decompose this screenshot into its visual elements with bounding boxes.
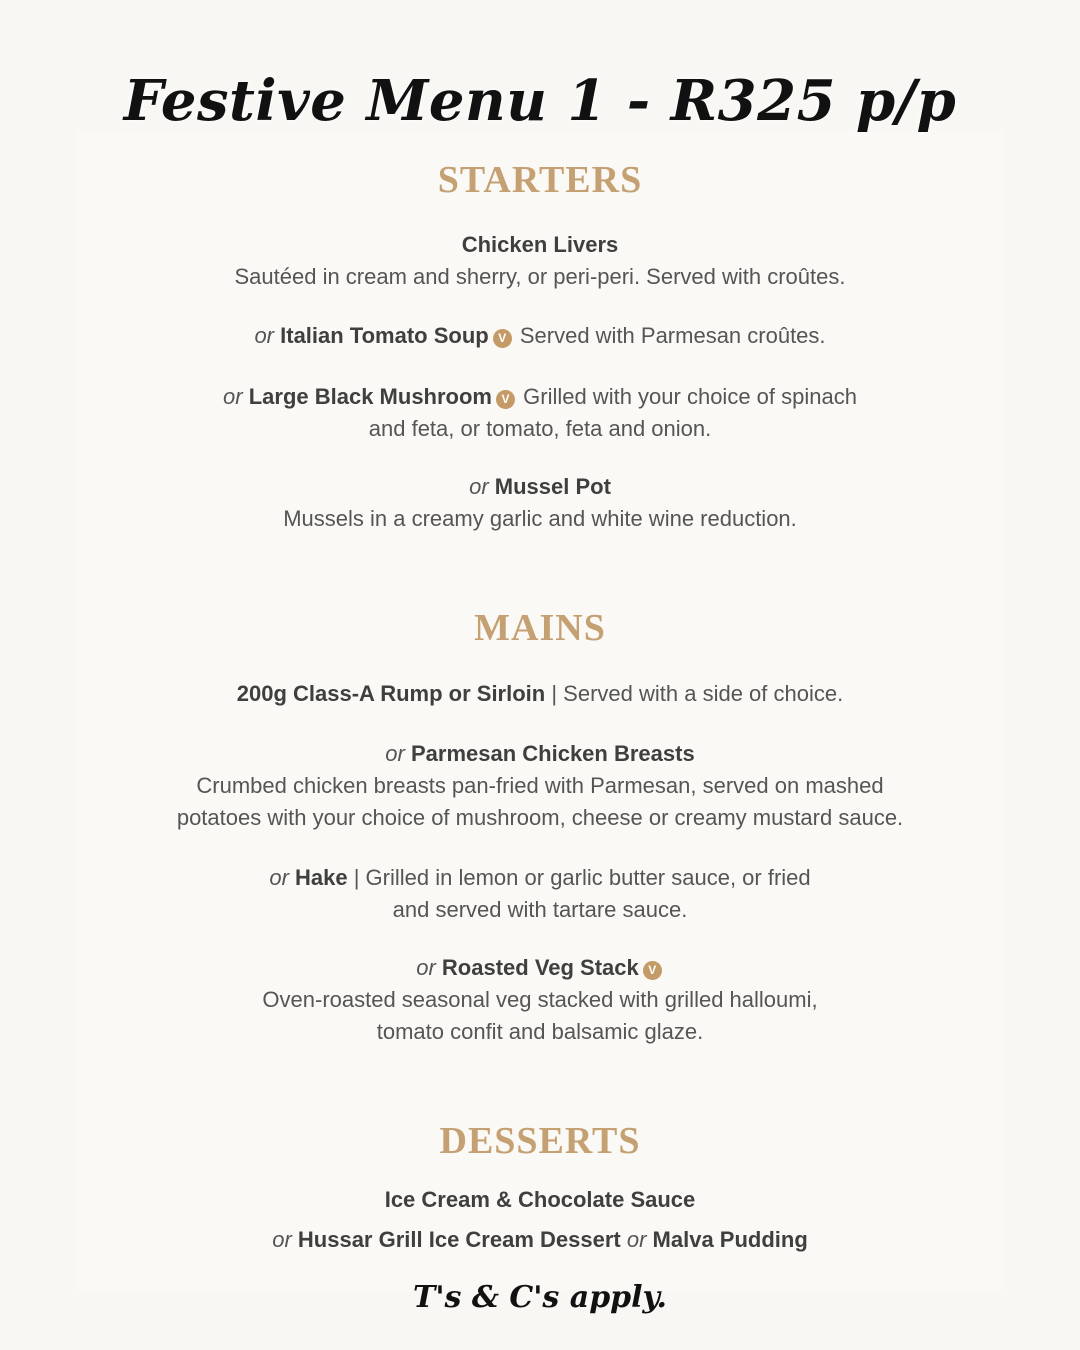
- item-description: Mussels in a creamy garlic and white wine reduction.: [283, 506, 797, 531]
- item-description-line-2: tomato confit and balsamic glaze.: [376, 1019, 704, 1044]
- menu-title: Festive Menu 1 - R325 p/p: [123, 68, 957, 134]
- starter-chicken-livers: [0, 229, 1080, 293]
- or-word: or: [223, 384, 243, 409]
- item-name: Mussel Pot: [494, 474, 611, 499]
- or-word: or: [272, 1227, 292, 1252]
- or-word: or: [269, 865, 289, 890]
- item-description-line-2: and served with tartare sauce.: [392, 897, 688, 922]
- item-description-line-1: Grilled with your choice of spinach: [523, 384, 857, 409]
- starters-heading: STARTERS: [437, 159, 643, 201]
- item-name: Hussar Grill Ice Cream Dessert: [297, 1227, 621, 1252]
- vegetarian-icon: V: [643, 961, 662, 980]
- starter-italian-tomato-soup: [0, 320, 1080, 352]
- main-rump-or-sirloin: [0, 678, 1080, 710]
- item-name: Ice Cream & Chocolate Sauce: [384, 1187, 696, 1212]
- item-name: Hake: [295, 865, 348, 890]
- main-hake: [0, 862, 1080, 926]
- or-word: or: [626, 1227, 647, 1252]
- item-name: Italian Tomato Soup: [280, 323, 489, 348]
- item-description-line-1: Crumbed chicken breasts pan-fried with Parmesan, served on mashed: [196, 773, 884, 798]
- dessert-alternatives: [0, 1224, 1080, 1256]
- vegetarian-icon: V: [493, 329, 512, 348]
- item-name: Large Black Mushroom: [248, 384, 492, 409]
- vegetarian-icon: V: [496, 390, 515, 409]
- or-word: or: [416, 955, 436, 980]
- item-description: | Served with a side of choice.: [551, 681, 844, 706]
- mains-heading: MAINS: [474, 607, 606, 649]
- item-name: Malva Pudding: [652, 1227, 808, 1252]
- main-roasted-veg-stack: [0, 952, 1080, 1048]
- dessert-ice-cream-chocolate-sauce: [0, 1184, 1080, 1216]
- item-description-line-2: and feta, or tomato, feta and onion.: [368, 416, 712, 441]
- item-name: 200g Class-A Rump or Sirloin: [236, 681, 546, 706]
- item-description-line-2: potatoes with your choice of mushroom, cheese or creamy mustard sauce.: [176, 805, 904, 830]
- or-word: or: [469, 474, 489, 499]
- item-name: Chicken Livers: [461, 232, 619, 257]
- item-name: Roasted Veg Stack: [441, 955, 639, 980]
- starter-mussel-pot: [0, 471, 1080, 535]
- desserts-heading: DESSERTS: [439, 1120, 641, 1162]
- menu-panel: [75, 130, 1005, 1290]
- or-word: or: [385, 741, 405, 766]
- item-name: Parmesan Chicken Breasts: [410, 741, 695, 766]
- item-description-line-1: Oven-roasted seasonal veg stacked with grilled halloumi,: [262, 987, 818, 1012]
- item-description: Served with Parmesan croûtes.: [519, 323, 826, 348]
- item-description: Sautéed in cream and sherry, or peri-peri. Served with croûtes.: [234, 264, 846, 289]
- item-description-line-1: | Grilled in lemon or garlic butter sauce, or fried: [353, 865, 811, 890]
- starter-large-black-mushroom: [0, 381, 1080, 445]
- main-parmesan-chicken-breasts: [0, 738, 1080, 834]
- terms-note: T's & C's apply.: [413, 1280, 667, 1315]
- or-word: or: [254, 323, 274, 348]
